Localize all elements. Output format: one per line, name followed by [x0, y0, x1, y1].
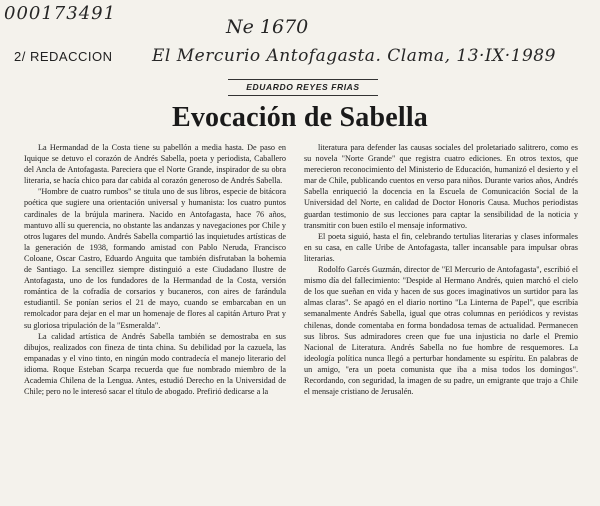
- paragraph: literatura para defender las causas sociales del proletariado salitrero, como es su novela "Norte Grande" que registra cuatro ediciones. En otros textos, que merecieron reconocimiento del Ministerio de Educación, humanizó el desierto y el mar de Chile, publicando cuentos en verso para niños. Durante varios años, Andrés Sabella enriqueció la docencia en la Escuela de Comunicación Social de la Universidad del Norte, en calidad de Doctor Honoris Causa. Muchos periodistas guardan testimonio de sus lecciones para captar la sensibilidad de la noticia y transmitir con buen estilo el mensaje informativo.: [304, 143, 578, 230]
- article-title: Evocación de Sabella: [171, 102, 428, 133]
- paragraph: La Hermandad de la Costa tiene su pabellón a media hasta. De paso en Iquique se detuvo el corazón de Andrés Sabella, poeta y periodista, Caballero del Ancla de Antofagasta. Pareciera que el Norte Grande, inspirador de su obra literaria, se hacía chico para dar cabida al corazón generoso de Andrés Sabella.: [24, 143, 286, 186]
- article-column-left: [24, 142, 286, 397]
- byline-rule-bottom: [228, 95, 378, 96]
- byline-rule-top: [228, 79, 378, 80]
- source-annotation: El Mercurio Antofagasta. Clama, 13·IX·1989: [152, 46, 556, 66]
- paragraph: Rodolfo Garcés Guzmán, director de "El Mercurio de Antofagasta", escribió el mismo día del fallecimiento: "Despide al Hermano Andrés, quien marchó el cielo de los que sueñan en vida y hacen de sus goces imaginativos un surtidor para las almas claras". Se apagó en el diario nortino "La Linterna de Papel", que escribía semanalmente Andrés Sabella, igual que otras columnas en periódicos y revistas chilenas, donde comentaba en forma bondadosa temas de actualidad. Permanecen sus libros. Sus admiradores creen que fue una injusticia no darle el Premio Nacional de Literatura. Andrés Sabella no fue hombre de resquemores. La ideología política nunca llegó a perturbar hondamente su espíritu. En palabras de un amigo, "era un poeta comunista que iba a misa todos los domingos". Recordando, con seguridad, la imagen de su padre, un emigrante que trajo a Chile el mensaje cristiano de Jerusalén.: [304, 265, 578, 397]
- article-column-right: [304, 142, 578, 397]
- paragraph: "Hombre de cuatro rumbos" se titula uno de sus libros, especie de bitácora poética que sugiere una orientación universal y humanista: los cuatro puntos cardinales de la brújula marinera. Nacido en Antofagasta, hace 76 años, mantuvo allí su querencia, no obstante las andanzas y navegaciones por Chile y otros lugares del mundo. Andrés Sabella compartió las inquietudes artísticas de la generación de 1938, formando amistad con Pablo Neruda, Francisco Coloane, Oscar Castro, Eduardo Anguita que también disfrutaban la bohemia de Santiago. La sencillez siempre distinguió a este Ciudadano Ilustre de Antofagasta, uno de los fundadores de la Hermandad de la Costa, versión romántica de la cofradía de corsarios y bucaneros, con aires de farándula estudiantil. Se ponían serios el 21 de mayo, cuando se embarcaban en un remolcador para dejar en el mar un homenaje de flores al capitán Arturo Prat y su gloriosa tripulación de la "Esmeralda".: [24, 187, 286, 330]
- archive-number: 000173491: [4, 3, 117, 24]
- section-label: 2/ REDACCION: [14, 49, 113, 64]
- paragraph: El poeta siguió, hasta el fin, celebrando tertulias literarias y clases informales en su casa, en calle Uribe de Antofagasta, taller incansable para impulsar obras literarias.: [304, 231, 578, 263]
- byline: EDUARDO REYES FRIAS: [246, 82, 360, 92]
- handwritten-code: Ne 1670: [226, 16, 309, 38]
- paragraph: La calidad artística de Andrés Sabella también se demostraba en sus dibujos, realizados con fineza de tinta china. Su debilidad por la cazuela, las empanadas y el vino tinto, en ningún modo contradecía el manejo literario del idioma. Roque Esteban Scarpa recuerda que fue nombrado miembro de la Academia Chilena de la Lengua. Antes, estudió Derecho en la Universidad de Chile; pero no le interesó sacar el título de abogado. Prefirió dedicarse a la: [24, 331, 286, 397]
